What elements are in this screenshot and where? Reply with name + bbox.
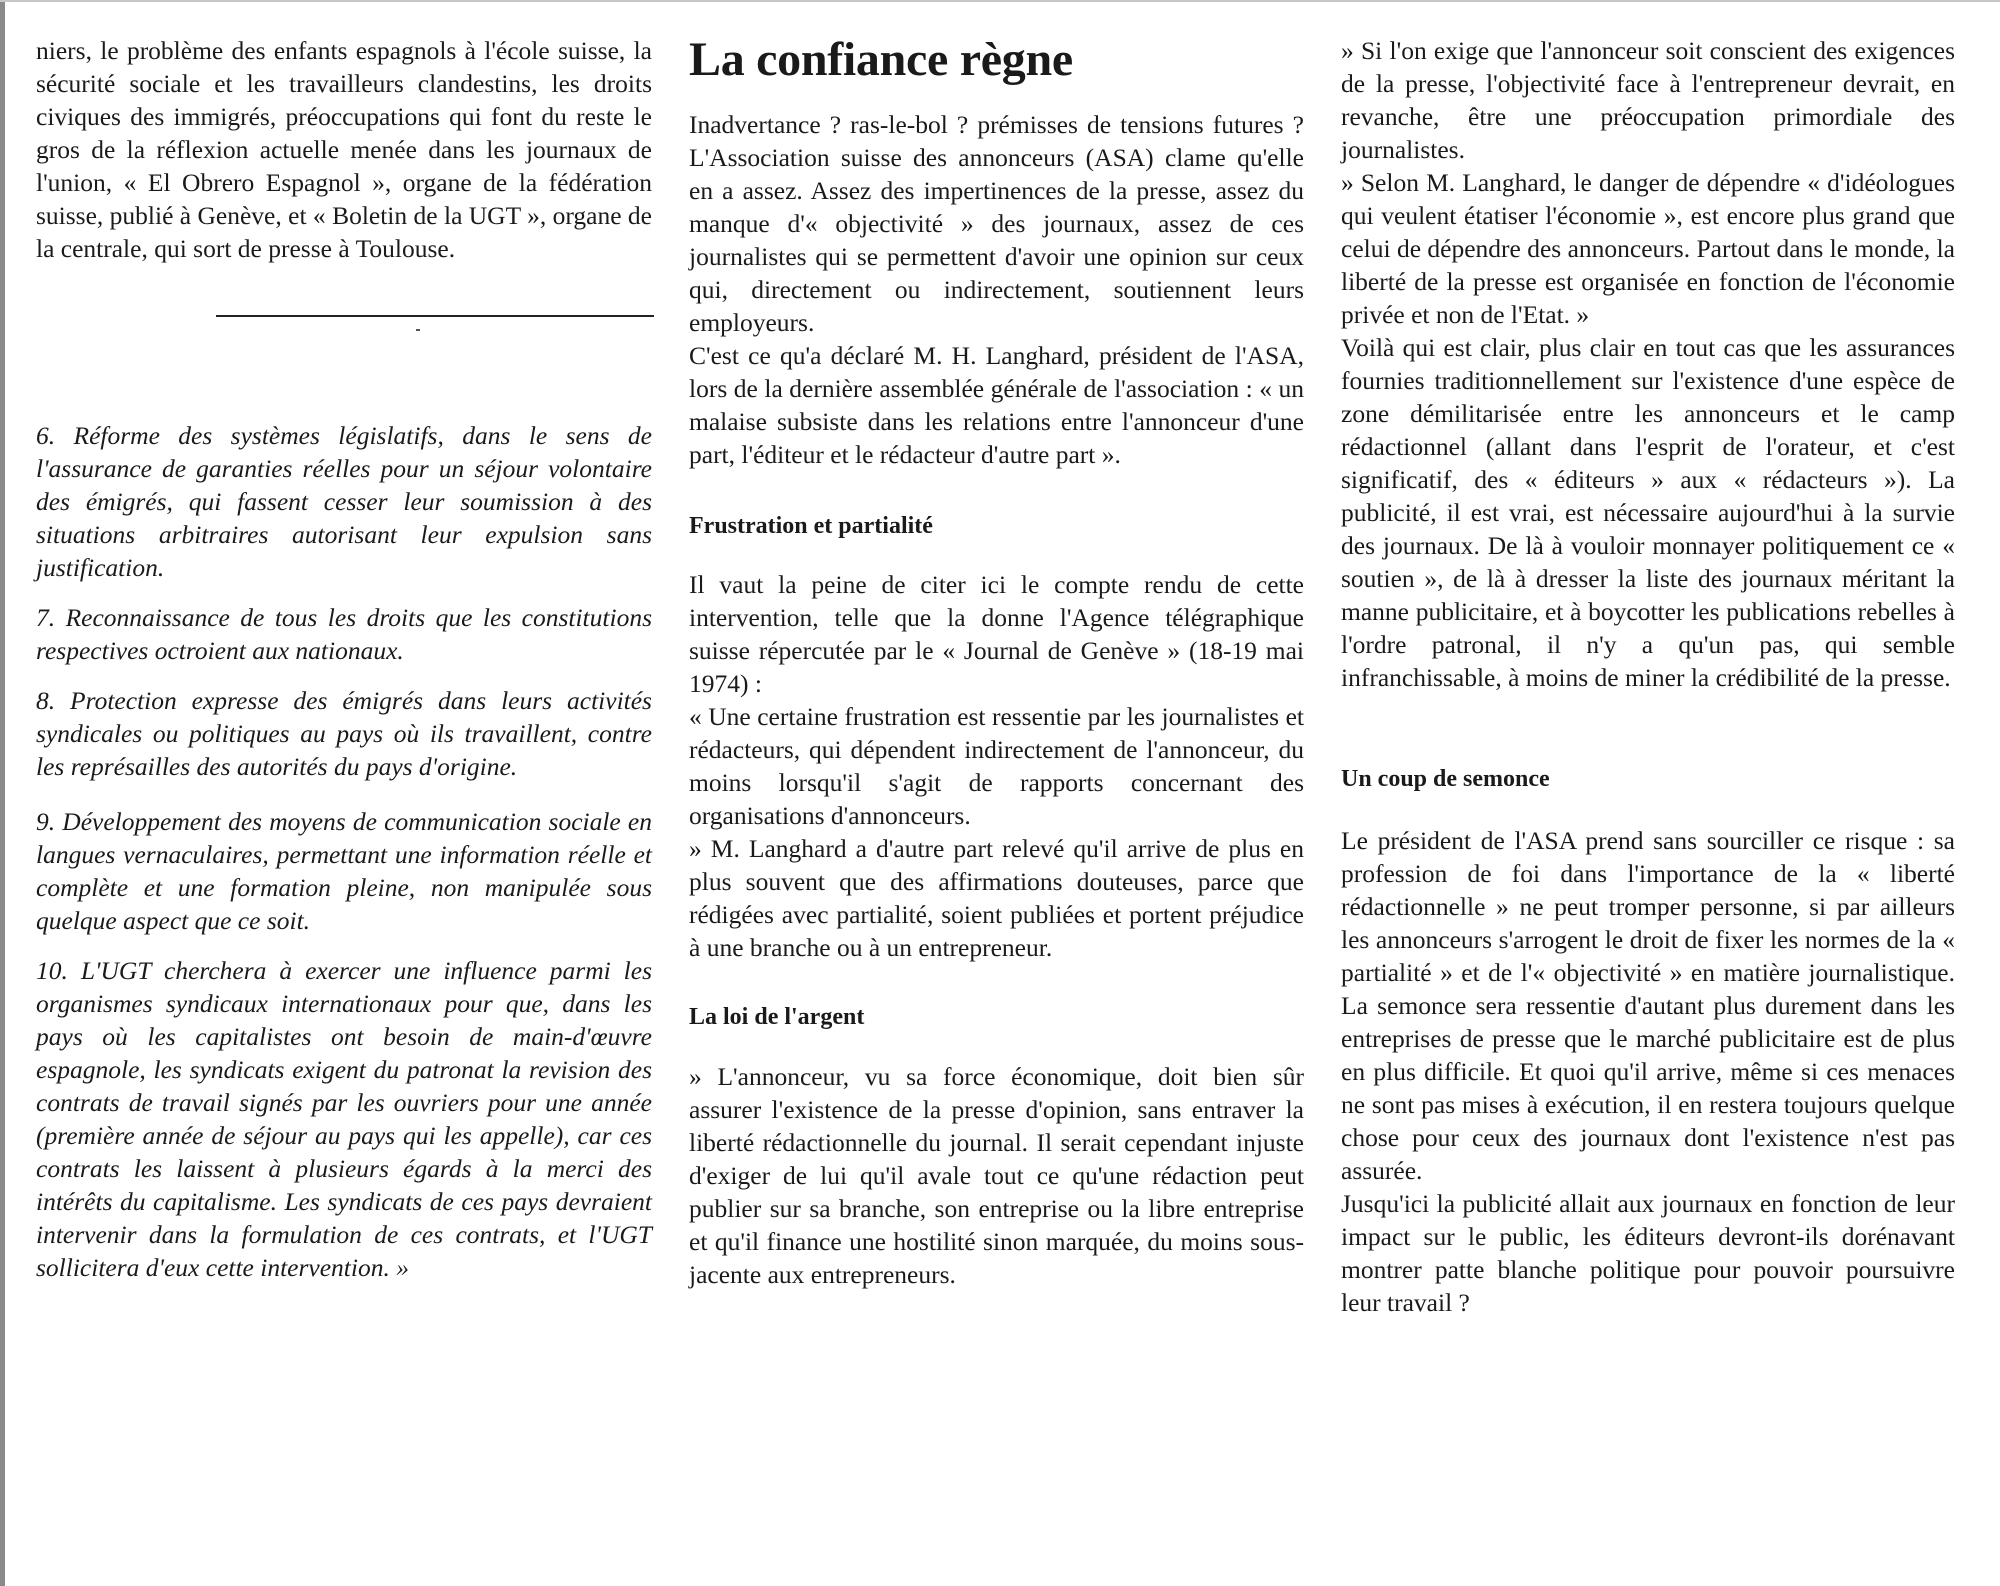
article-paragraph: » L'annonceur, vu sa force économique, doit bien sûr assurer l'existence de la presse d'opinion, sans entraver la liberté rédactionnelle du journal. Il serait cependant injuste d'exiger de lui qu'il avale tout ce qu'une rédaction peut publier sur sa branche, son entreprise ou la libre entreprise et qu'il finance une hostilité sinon marquée, du moins sous-jacente aux entrepreneurs. <box>689 1062 1304 1289</box>
article-paragraph: » Si l'on exige que l'annonceur soit conscient des exigences de la presse, l'objectivité face à l'entrepreneur devrait, en revanche, être une préoccupation primordiale des journalistes. <box>1341 36 1955 164</box>
column-right <box>1341 34 1955 1319</box>
column-middle <box>689 34 1304 1291</box>
list-item: 9. Développement des moyens de communication sociale en langues vernaculaires, permettant une information réelle et complète et une formation pleine, non manipulée sous quelque aspect que ce soit. <box>36 807 652 935</box>
subheading-coup-semonce: Un coup de semonce <box>1341 766 1550 792</box>
intro-paragraph: niers, le problème des enfants espagnols à l'école suisse, la sécurité sociale et les travailleurs clandestins, les droits civiques des immigrés, préoccupations qui font du reste le gros de la réflexion actuelle menée dans les journaux de l'union, « El Obrero Espagnol », organe de la fédération suisse, publié à Genève, et « Boletin de la UGT », organe de la centrale, qui sort de presse à Toulouse. <box>36 36 652 263</box>
article-paragraph: C'est ce qu'a déclaré M. H. Langhard, président de l'ASA, lors de la dernière assemblée générale de l'association : « un malaise subsiste dans les relations entre l'annonceur d'une part, l'éditeur et le rédacteur d'autre part ». <box>689 341 1304 469</box>
list-item: 6. Réforme des systèmes législatifs, dans le sens de l'assurance de garanties réelles pour un séjour volontaire des émigrés, qui fassent cesser leur soumission à des situations arbitraires autorisant leur expulsion sans justification. <box>36 421 652 582</box>
subheading-frustration: Frustration et partialité <box>689 513 933 539</box>
article-paragraph: Jusqu'ici la publicité allait aux journaux en fonction de leur impact sur le public, les éditeurs devront-ils dorénavant montrer patte blanche politique pour pouvoir poursuivre leur travail ? <box>1341 1189 1955 1317</box>
section-divider <box>216 315 654 317</box>
article-paragraph: Inadvertance ? ras-le-bol ? prémisses de tensions futures ? L'Association suisse des annonceurs (ASA) clame qu'elle en a assez. Assez des impertinences de la presse, assez du manque d'« objectivité » des journaux, assez de ces journalistes qui se permettent d'avoir une opinion sur ceux qui, directement ou indirectement, soutiennent leurs employeurs. <box>689 110 1304 337</box>
page-edge-shadow <box>0 0 5 1586</box>
article-paragraph: Voilà qui est clair, plus clair en tout cas que les assurances fournies traditionnellement sur l'existence d'une espèce de zone démilitarisée entre les annonceurs et le camp rédactionnel (allant dans l'esprit de l'orateur, et c'est significatif, des « éditeurs » aux « rédacteurs »). La publicité, il est vrai, est nécessaire aujourd'hui à la survie des journaux. De là à vouloir monnayer politiquement ce « soutien », de là à dresser la liste des journaux méritant la manne publicitaire, et à boycotter les publications rebelles à l'ordre patronal, il n'y a qu'un pas, qui semble infranchissable, à moins de miner la crédibilité de la presse. <box>1341 333 1955 692</box>
article-title: La confiance règne <box>689 33 1073 86</box>
ugt-demands-list <box>36 419 652 1284</box>
page-top-edge <box>0 0 2000 2</box>
article-paragraph: » Selon M. Langhard, le danger de dépendre « d'idéologues qui veulent étatiser l'économie », est encore plus grand que celui de dépendre des annonceurs. Partout dans le monde, la liberté de la presse est organisée en fonction de l'économie privée et non de l'Etat. » <box>1341 168 1955 329</box>
column-left <box>36 34 652 1301</box>
subheading-loi-argent: La loi de l'argent <box>689 1004 865 1030</box>
list-item: 8. Protection expresse des émigrés dans leurs activités syndicales ou politiques au pays où ils travaillent, contre les représailles des autorités du pays d'origine. <box>36 686 652 781</box>
article-paragraph: » M. Langhard a d'autre part relevé qu'il arrive de plus en plus souvent que des affirmations douteuses, parce que rédigées avec partialité, soient publiées et portent préjudice à une branche ou à un entrepreneur. <box>689 834 1304 962</box>
list-item: 10. L'UGT cherchera à exercer une influence parmi les organismes syndicaux internationaux pour que, dans les pays où les capitalistes ont besoin de main-d'œuvre espagnole, les syndicats exigent du patronat la revision des contrats de travail signés par les ouvriers pour une année (première année de séjour au pays qui les appelle), car ces contrats les laissent à plusieurs égards à la merci des intérêts du capitalisme. Les syndicats de ces pays devraient intervenir dans la formulation de ces contrats, et l'UGT sollicitera d'eux cette intervention. » <box>36 956 652 1282</box>
article-paragraph: « Une certaine frustration est ressentie par les journalistes et rédacteurs, qui dépendent indirectement de l'annonceur, du moins lorsqu'il s'agit de rapports concernant des organisations d'annonceurs. <box>689 702 1304 830</box>
article-paragraph: Il vaut la peine de citer ici le compte rendu de cette intervention, telle que la donne l'Agence télégraphique suisse répercutée par le « Journal de Genève » (18-19 mai 1974) : <box>689 570 1304 698</box>
list-item: 7. Reconnaissance de tous les droits que les constitutions respectives octroient aux nationaux. <box>36 603 652 665</box>
article-paragraph: Le président de l'ASA prend sans sourciller ce risque : sa profession de foi dans l'importance de la « liberté rédactionnelle » ne peut tromper personne, si par ailleurs les annonceurs s'arrogent le droit de fixer les normes de la « partialité » et de l'« objectivité » en matière journalistique. La semonce sera ressentie d'autant plus durement dans les entreprises de presse que le marché publicitaire est de plus en plus difficile. Et quoi qu'il arrive, même si ces menaces ne sont pas mises à exécution, il en restera toujours quelque chose pour ceux des journaux dont l'existence n'est pas assurée. <box>1341 826 1955 1185</box>
print-speck <box>416 329 420 331</box>
